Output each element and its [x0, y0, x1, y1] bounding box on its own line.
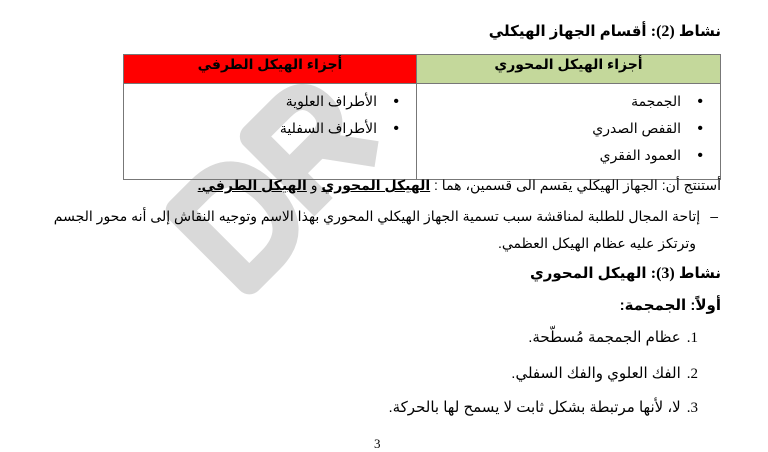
skull-item-2-text: الفك العلوي والفك السفلي. [511, 365, 681, 382]
conclusion-connector: و [310, 177, 318, 193]
discussion-line-1 [54, 208, 718, 225]
skull-item-3-num: 3. [686, 400, 698, 416]
conclusion-text: أستنتج أن: الجهاز الهيكلي يقسم الى قسمين، هما : [434, 177, 721, 193]
activity-2-number: (2): [650, 23, 675, 40]
axial-item-skull: • الجمجمة [418, 88, 681, 115]
appendicular-item-lower: • الأطراف السفلية [125, 115, 377, 142]
axial-item-ribcage: • القفص الصدري [418, 115, 681, 142]
skull-heading: أولاً: الجمجمة: [619, 297, 721, 314]
skull-item-1-text: عظام الجمجمة مُسطّحة. [528, 329, 681, 346]
skull-item-1-num: 1. [686, 330, 698, 346]
activity-3-label: نشاط [678, 265, 721, 282]
conclusion-line [198, 177, 721, 194]
conclusion-appendicular: الهيكل الطرفي. [197, 177, 307, 193]
appendicular-item-upper: • الأطراف العلوية [125, 88, 377, 115]
skull-item-3 [388, 398, 698, 417]
page-number: 3 [374, 436, 381, 451]
discussion-text-2: وترتكز عليه عظام الهيكل العظمي. [498, 235, 696, 251]
activity-3-number: (3): [650, 265, 675, 282]
axial-header: أجزاء الهيكل المحوري [417, 55, 721, 84]
activity-3-heading [530, 264, 721, 283]
skull-item-2 [511, 364, 698, 383]
skeleton-parts-table [123, 54, 721, 180]
discussion-line-2 [498, 235, 696, 252]
activity-2-heading [489, 22, 721, 41]
appendicular-header: أجزاء الهيكل الطرفي [124, 55, 417, 84]
dash-bullet: – [710, 208, 718, 224]
skull-item-2-num: 2. [686, 366, 698, 382]
discussion-text-1: إتاحة المجال للطلبة لمناقشة سبب تسمية الجهاز الهيكلي المحوري بهذا الاسم وتوجيه النقاش إلى أنه محور الجسم [53, 208, 701, 224]
conclusion-axial: الهيكل المحوري [321, 177, 431, 193]
skull-item-1 [528, 328, 698, 347]
activity-2-label: نشاط [678, 23, 721, 40]
appendicular-cell [124, 84, 417, 180]
activity-3-title: الهيكل المحوري [530, 265, 647, 282]
activity-2-title: أقسام الجهاز الهيكلي [488, 23, 647, 40]
skull-item-3-text: لا، لأنها مرتبطة بشكل ثابت لا يسمح لها بالحركة. [388, 399, 681, 416]
axial-cell [417, 84, 721, 180]
axial-item-spine: • العمود الفقري [418, 142, 681, 169]
